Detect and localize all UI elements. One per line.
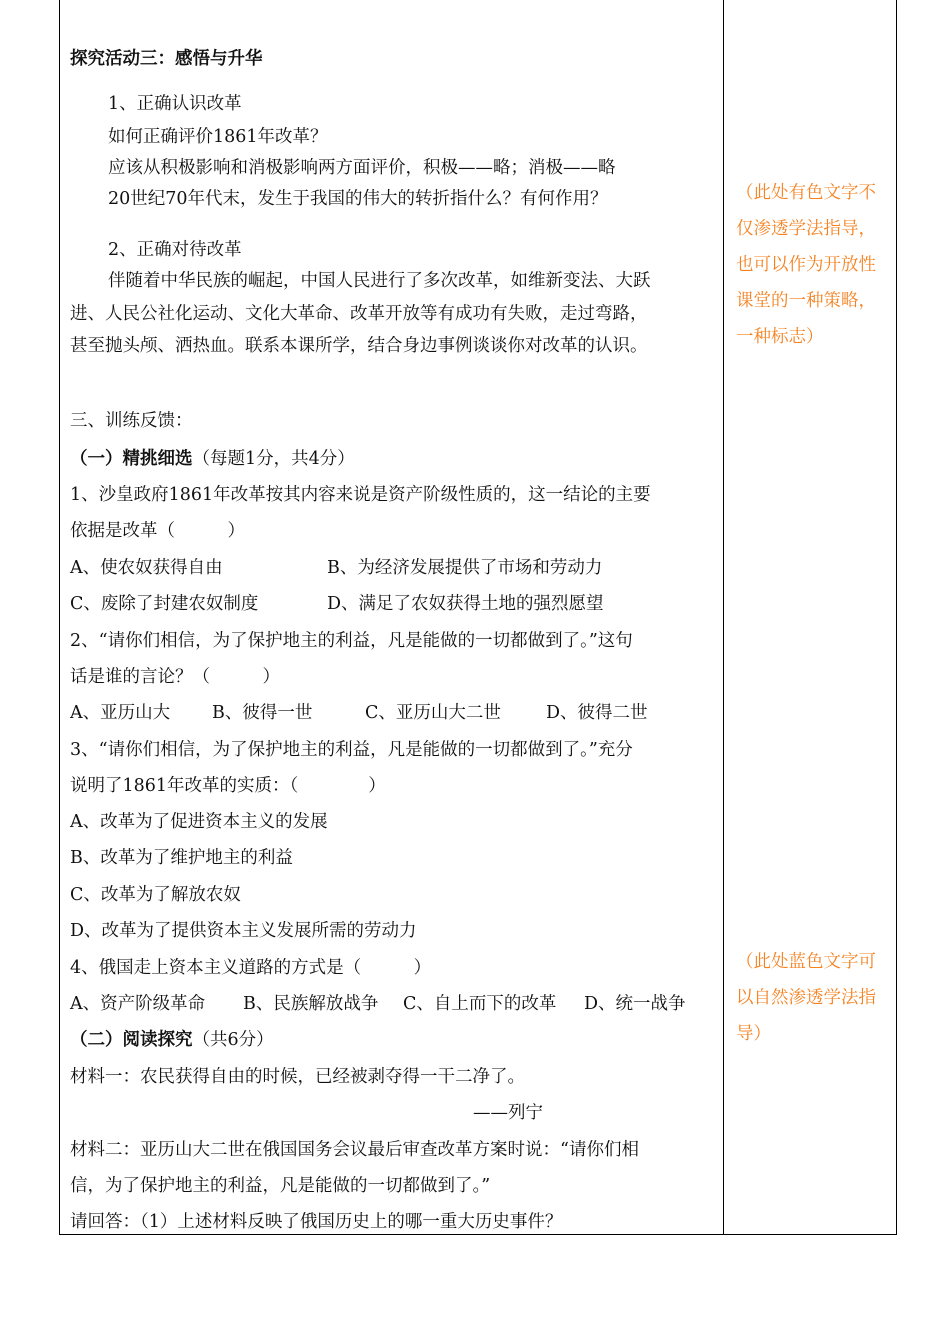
side-note-1-line: 课堂的一种策略，	[736, 291, 876, 311]
side-note-2-line: 以自然渗透学法指	[736, 988, 876, 1008]
part2-title: （二）阅读探究	[70, 1030, 193, 1050]
answer-prompt: 请回答：（1）上述材料反映了俄国历史上的哪一重大历史事件？	[70, 1212, 563, 1232]
question2-option-b: B、彼得一世	[212, 703, 313, 723]
side-note-1	[736, 175, 894, 355]
section1-answer1: 应该从积极影响和消极影响两方面评价，积极——略；消极——略	[108, 158, 616, 178]
question4-option-a: A、资产阶级革命	[70, 994, 206, 1014]
side-note-1-line: （此处有色文字不	[736, 183, 876, 203]
side-note-1-line: 仅渗透学法指导，	[736, 219, 876, 239]
section1-question2: 20世纪70年代末，发生于我国的伟大的转折指什么？有何作用？	[108, 189, 608, 209]
material2-line1: 材料二：亚历山大二世在俄国国务会议最后审查改革方案时说：“请你们相	[70, 1140, 639, 1160]
section2-paragraph-line1: 伴随着中华民族的崛起，中国人民进行了多次改革，如维新变法、大跃	[108, 271, 651, 291]
question4-option-b: B、民族解放战争	[243, 994, 379, 1014]
question2-option-d: D、彼得二世	[546, 703, 648, 723]
question3-option-b: B、改革为了维护地主的利益	[70, 848, 293, 868]
training-title: 三、训练反馈：	[70, 411, 193, 431]
question4-line1: 4、俄国走上资本主义道路的方式是（ ）	[70, 958, 432, 978]
question3-line2: 说明了1861年改革的实质：（ ）	[70, 776, 386, 796]
question2-option-a: A、亚历山大	[70, 703, 171, 723]
column-divider	[723, 0, 724, 1235]
question1-line2: 依据是改革（ ）	[70, 521, 245, 541]
question4-option-c: C、自上而下的改革	[403, 994, 557, 1014]
question1-option-d: D、满足了农奴获得土地的强烈愿望	[327, 594, 604, 614]
part1-title: （一）精挑细选	[70, 449, 193, 469]
side-note-2-line: （此处蓝色文字可	[736, 952, 876, 972]
question3-line1: 3、“请你们相信，为了保护地主的利益，凡是能做的一切都做到了。”充分	[70, 740, 633, 760]
side-note-1-line: 一种标志）	[736, 327, 824, 347]
side-note-1-line: 也可以作为开放性	[736, 255, 876, 275]
material2-line2: 信，为了保护地主的利益，凡是能做的一切都做到了。”	[70, 1176, 491, 1196]
part2-score: （共6分）	[192, 1030, 274, 1050]
question2-line2: 话是谁的言论？（ ）	[70, 667, 280, 687]
question1-line1: 1、沙皇政府1861年改革按其内容来说是资产阶级性质的，这一结论的主要	[70, 485, 651, 505]
side-note-2-line: 导）	[736, 1024, 771, 1044]
part1-score: （每题1分，共4分）	[192, 449, 355, 469]
section1-heading: 1、正确认识改革	[108, 94, 242, 114]
section2-paragraph-line2: 进、人民公社化运动、文化大革命、改革开放等有成功有失败，走过弯路，	[70, 304, 648, 324]
question4-option-d: D、统一战争	[584, 994, 686, 1014]
question3-option-a: A、改革为了促进资本主义的发展	[70, 812, 328, 832]
question2-option-c: C、亚历山大二世	[365, 703, 501, 723]
question3-option-c: C、改革为了解放农奴	[70, 885, 241, 905]
material1: 材料一：农民获得自由的时候，已经被剥夺得一干二净了。	[70, 1067, 525, 1087]
question1-option-a: A、使农奴获得自由	[70, 558, 223, 578]
part1-title-line	[70, 448, 355, 470]
side-note-2	[736, 944, 894, 1052]
section2-paragraph-line3: 甚至抛头颅、洒热血。联系本课所学，结合身边事例谈谈你对改革的认识。	[70, 336, 648, 356]
material1-source: ——列宁	[473, 1103, 543, 1123]
question2-line1: 2、“请你们相信，为了保护地主的利益，凡是能做的一切都做到了。”这句	[70, 631, 633, 651]
section1-question1: 如何正确评价1861年改革？	[108, 127, 328, 147]
question3-option-d: D、改革为了提供资本主义发展所需的劳动力	[70, 921, 417, 941]
question1-option-c: C、废除了封建农奴制度	[70, 594, 259, 614]
activity3-title: 探究活动三：感悟与升华	[70, 49, 263, 69]
question1-option-b: B、为经济发展提供了市场和劳动力	[327, 558, 603, 578]
part2-title-line	[70, 1029, 274, 1051]
section2-heading: 2、正确对待改革	[108, 240, 242, 260]
